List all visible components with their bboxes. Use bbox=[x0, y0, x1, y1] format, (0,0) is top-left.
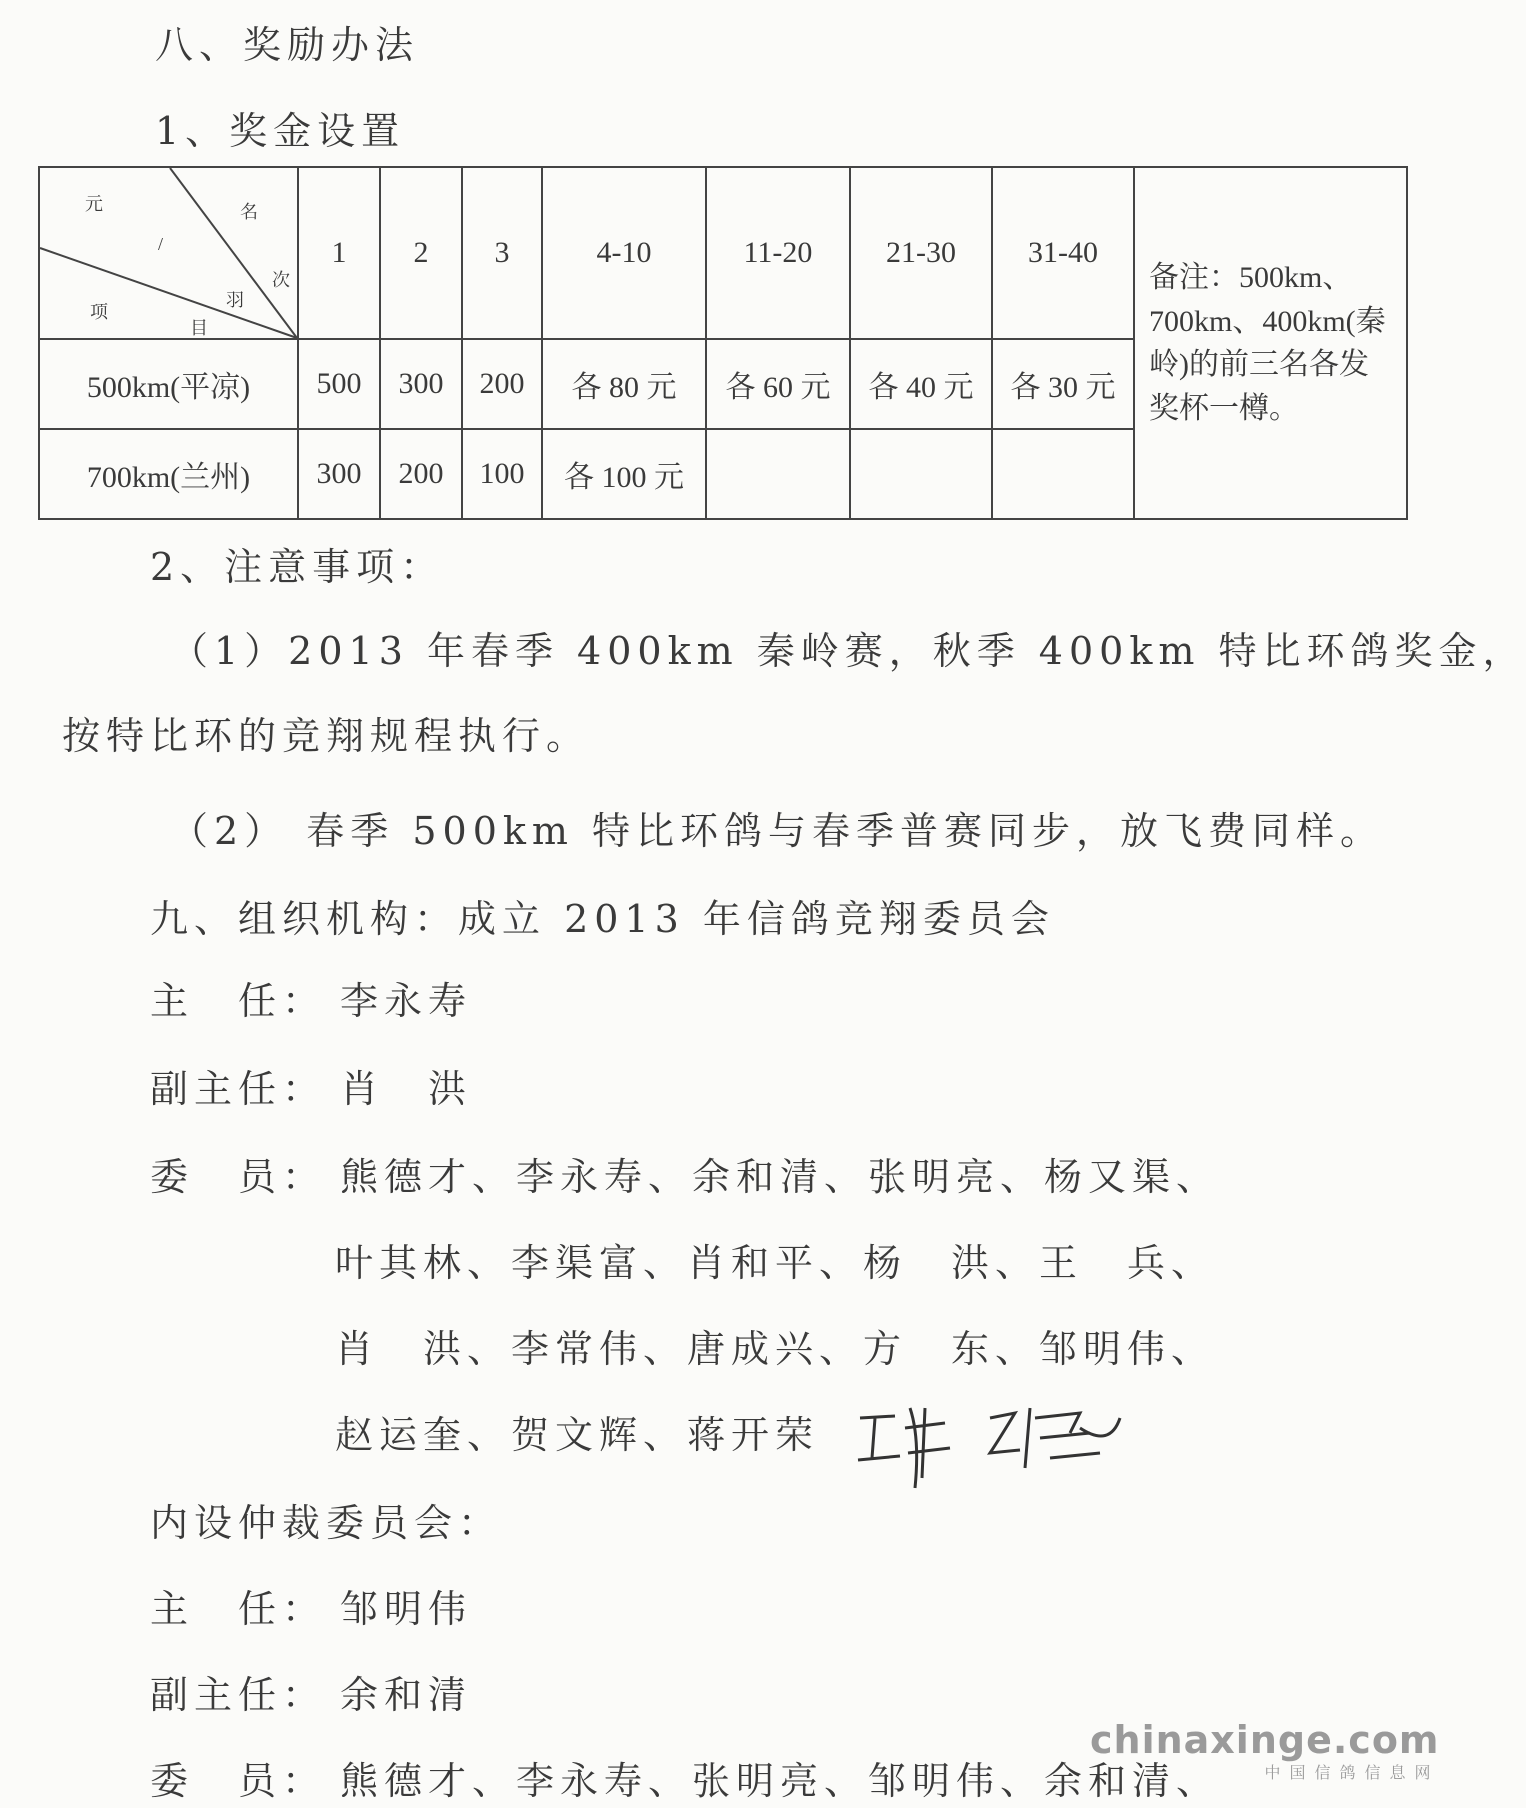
corner-label-ming: 名 bbox=[240, 202, 258, 222]
table-header-row bbox=[39, 167, 1407, 339]
corner-label-xiang: 项 bbox=[90, 302, 108, 322]
site-watermark bbox=[1090, 1718, 1440, 1783]
arb-members-label: 委 员： bbox=[150, 1759, 327, 1803]
diagonal-lines bbox=[40, 168, 297, 338]
members-line-4: 赵运奎、贺文辉、蒋开荣 bbox=[335, 1413, 820, 1457]
column-header: 3 bbox=[462, 167, 542, 339]
corner-label-ci: 次 bbox=[272, 270, 290, 290]
committee-vice-row bbox=[150, 1058, 472, 1113]
column-header: 21-30 bbox=[850, 167, 992, 339]
column-header: 31-40 bbox=[992, 167, 1134, 339]
notes-heading: 2、注意事项： bbox=[150, 545, 445, 589]
column-header: 4-10 bbox=[542, 167, 706, 339]
vice-chair-name: 肖 洪 bbox=[340, 1067, 473, 1111]
prize-setting-heading: 1、奖金设置 bbox=[155, 109, 406, 153]
row-label: 500km(平凉) bbox=[39, 339, 298, 429]
column-header: 1 bbox=[298, 167, 380, 339]
table-cell: 各 80 元 bbox=[542, 339, 706, 429]
table-cell bbox=[992, 429, 1134, 519]
note-1-line-2: 按特比环的竞翔规程执行。 bbox=[62, 714, 591, 758]
column-header: 11-20 bbox=[706, 167, 850, 339]
table-cell: 100 bbox=[462, 429, 542, 519]
chair-name: 李永寿 bbox=[340, 979, 473, 1023]
diagonal-header-cell bbox=[39, 167, 298, 339]
arb-members: 熊德才、李永寿、张明亮、邹明伟、余和清、 bbox=[340, 1759, 1221, 1803]
note-1-line-1: （1）2013 年春季 400km 秦岭赛，秋季 400km 特比环鸽奖金， bbox=[170, 629, 1526, 673]
table-cell bbox=[706, 429, 850, 519]
corner-label-slash: / bbox=[158, 234, 164, 254]
arb-chair-name: 邹明伟 bbox=[340, 1587, 473, 1631]
watermark-cn: 中国信鸽信息网 bbox=[1264, 1763, 1440, 1782]
members-line-1: 熊德才、李永寿、余和清、张明亮、杨又渠、 bbox=[340, 1155, 1221, 1199]
arb-chair-label: 主 任： bbox=[150, 1587, 327, 1631]
column-header: 2 bbox=[380, 167, 462, 339]
corner-label-yu: 羽 bbox=[226, 290, 244, 310]
table-cell: 300 bbox=[380, 339, 462, 429]
remark-cell: 备注：500km、700km、400km(秦岭)的前三名各发奖杯一樽。 bbox=[1134, 167, 1407, 519]
arbitration-members-row bbox=[150, 1750, 1220, 1805]
table-cell: 300 bbox=[298, 429, 380, 519]
section-9-heading: 九、组织机构：成立 2013 年信鸽竞翔委员会 bbox=[150, 897, 1055, 941]
handwritten-signature bbox=[850, 1378, 1150, 1508]
committee-chair-row bbox=[150, 970, 472, 1025]
prize-table bbox=[38, 166, 1408, 520]
members-line-2: 叶其林、李渠富、肖和平、杨 洪、王 兵、 bbox=[335, 1241, 1216, 1285]
arbitration-chair-row bbox=[150, 1578, 472, 1633]
table-cell bbox=[850, 429, 992, 519]
note-2: （2） 春季 500km 特比环鸽与春季普赛同步，放飞费同样。 bbox=[170, 809, 1385, 853]
chair-label: 主 任： bbox=[150, 979, 327, 1023]
vice-chair-label: 副主任： bbox=[150, 1067, 327, 1111]
watermark-site: chinaxinge.com bbox=[1090, 1718, 1440, 1762]
table-cell: 500 bbox=[298, 339, 380, 429]
corner-label-mu: 目 bbox=[190, 318, 208, 338]
table-cell: 200 bbox=[380, 429, 462, 519]
table-cell: 各 30 元 bbox=[992, 339, 1134, 429]
members-label: 委 员： bbox=[150, 1155, 327, 1199]
section-8-heading: 八、奖励办法 bbox=[155, 23, 420, 67]
table-cell: 200 bbox=[462, 339, 542, 429]
arbitration-heading: 内设仲裁委员会： bbox=[150, 1501, 503, 1545]
arb-vice-name: 余和清 bbox=[340, 1673, 473, 1717]
committee-members-row bbox=[150, 1146, 1220, 1201]
members-line-3: 肖 洪、李常伟、唐成兴、方 东、邹明伟、 bbox=[335, 1327, 1216, 1371]
arb-vice-label: 副主任： bbox=[150, 1673, 327, 1717]
table-cell: 各 60 元 bbox=[706, 339, 850, 429]
arbitration-vice-row bbox=[150, 1664, 472, 1719]
corner-label-yuan: 元 bbox=[85, 194, 103, 214]
table-cell: 各 40 元 bbox=[850, 339, 992, 429]
table-cell: 各 100 元 bbox=[542, 429, 706, 519]
row-label: 700km(兰州) bbox=[39, 429, 298, 519]
